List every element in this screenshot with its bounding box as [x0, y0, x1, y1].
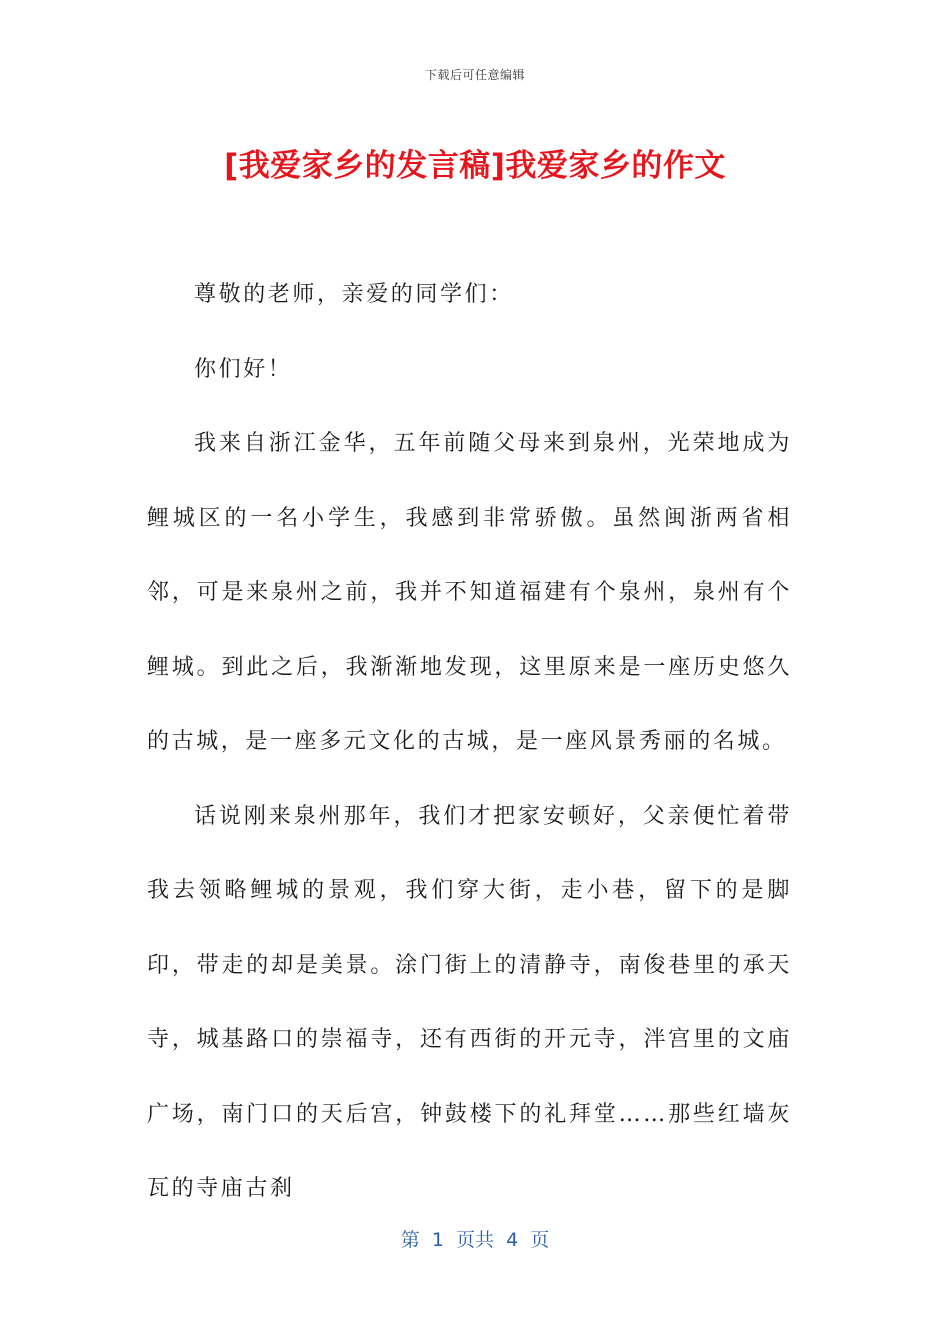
header-note: 下载后可任意编辑	[424, 68, 525, 82]
greeting-paragraph: 你们好！	[194, 356, 293, 382]
body-paragraph: 我来自浙江金华，五年前随父母来到泉州，光荣地成为鲤城区的一名小学生，我感到非常骄傲。虽然闽浙两省相邻，可是来泉州之前，我并不知道福建有个泉州，泉州有个鲤城。到此之后，我渐渐地发现，这里原来是一座历史悠久的古城，是一座多元文化的古城，是一座风景秀丽的名城。	[147, 431, 792, 754]
body-paragraph: 话说刚来泉州那年，我们才把家安顿好，父亲便忙着带我去领略鲤城的景观，我们穿大街，走小巷，留下的是脚印，带走的却是美景。涂门街上的清静寺，南俊巷里的承天寺，城基路口的崇福寺，还有西街的开元寺，泮宫里的文庙广场，南门口的天后宫，钟鼓楼下的礼拜堂……那些红墙灰瓦的寺庙古刹	[147, 803, 792, 1201]
document-title: [我爱家乡的发言稿]我爱家乡的作文	[224, 148, 726, 184]
document-body	[147, 258, 792, 1227]
salutation-paragraph: 尊敬的老师，亲爱的同学们：	[194, 282, 514, 307]
page-number-footer: 第 1 页共 4 页	[400, 1229, 550, 1251]
